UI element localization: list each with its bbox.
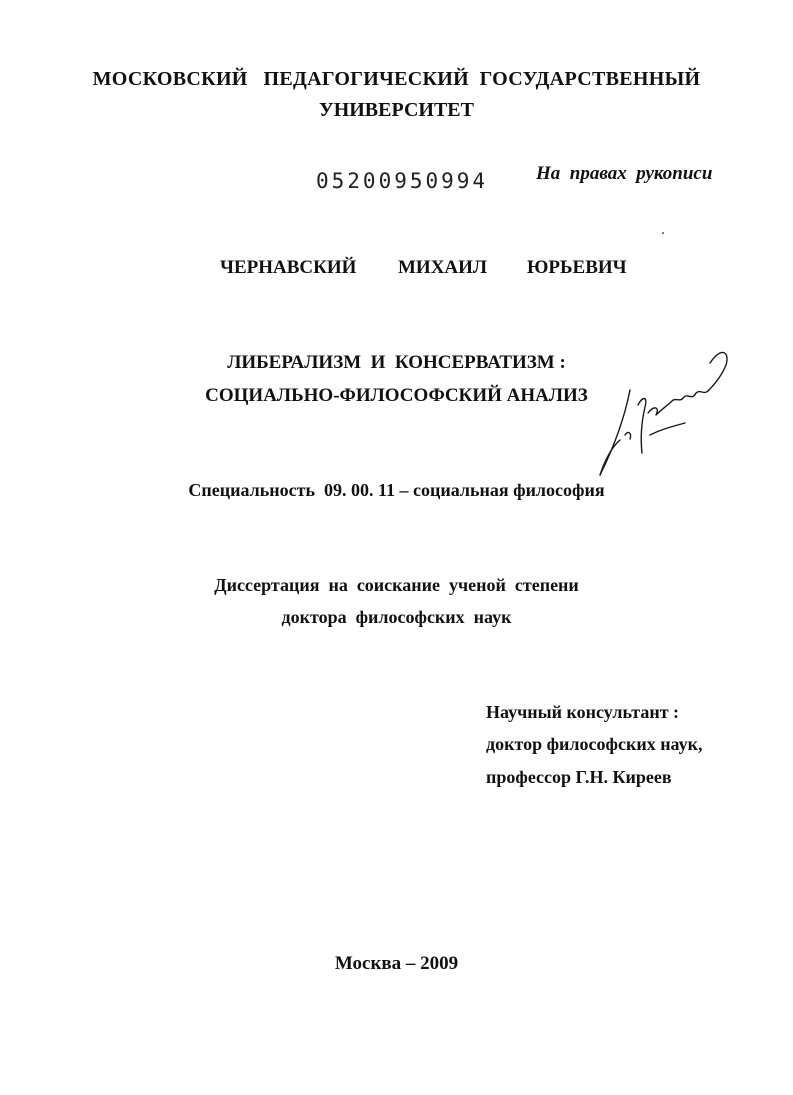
degree-statement-line2: доктора философских наук xyxy=(281,607,512,627)
degree-statement-line1: Диссертация на соискание ученой степени xyxy=(214,575,579,595)
manuscript-rights-note: На правах рукописи xyxy=(536,163,713,184)
speck-mark xyxy=(662,232,664,234)
signature-stroke xyxy=(708,352,727,391)
registry-code: 05200950994 xyxy=(316,169,489,193)
dissertation-title-line1: ЛИБЕРАЛИЗМ И КОНСЕРВАТИЗМ : xyxy=(227,352,566,373)
author-surname: ЧЕРНАВСКИЙ xyxy=(220,257,357,278)
signature-stroke xyxy=(650,423,685,435)
consultant-name: профессор Г.Н. Киреев xyxy=(486,767,672,787)
specialty-line: Специальность 09. 00. 11 – социальная философия xyxy=(188,480,605,500)
handwritten-signature xyxy=(590,335,740,485)
consultant-label: Научный консультант : xyxy=(486,702,680,722)
signature-stroke xyxy=(638,399,646,454)
signature-stroke xyxy=(625,432,631,439)
university-name-line2: УНИВЕРСИТЕТ xyxy=(319,99,474,121)
consultant-degree: доктор философских наук, xyxy=(486,734,703,754)
author-first-name: МИХАИЛ xyxy=(398,257,488,278)
university-name-line1: МОСКОВСКИЙ ПЕДАГОГИЧЕСКИЙ ГОСУДАРСТВЕННЫЙ xyxy=(92,68,701,90)
author-patronymic: ЮРЬЕВИЧ xyxy=(527,257,627,278)
city-year: Москва – 2009 xyxy=(334,953,459,974)
dissertation-title-line2: СОЦИАЛЬНО-ФИЛОСОФСКИЙ АНАЛИЗ xyxy=(205,385,588,406)
signature-stroke xyxy=(648,391,708,415)
